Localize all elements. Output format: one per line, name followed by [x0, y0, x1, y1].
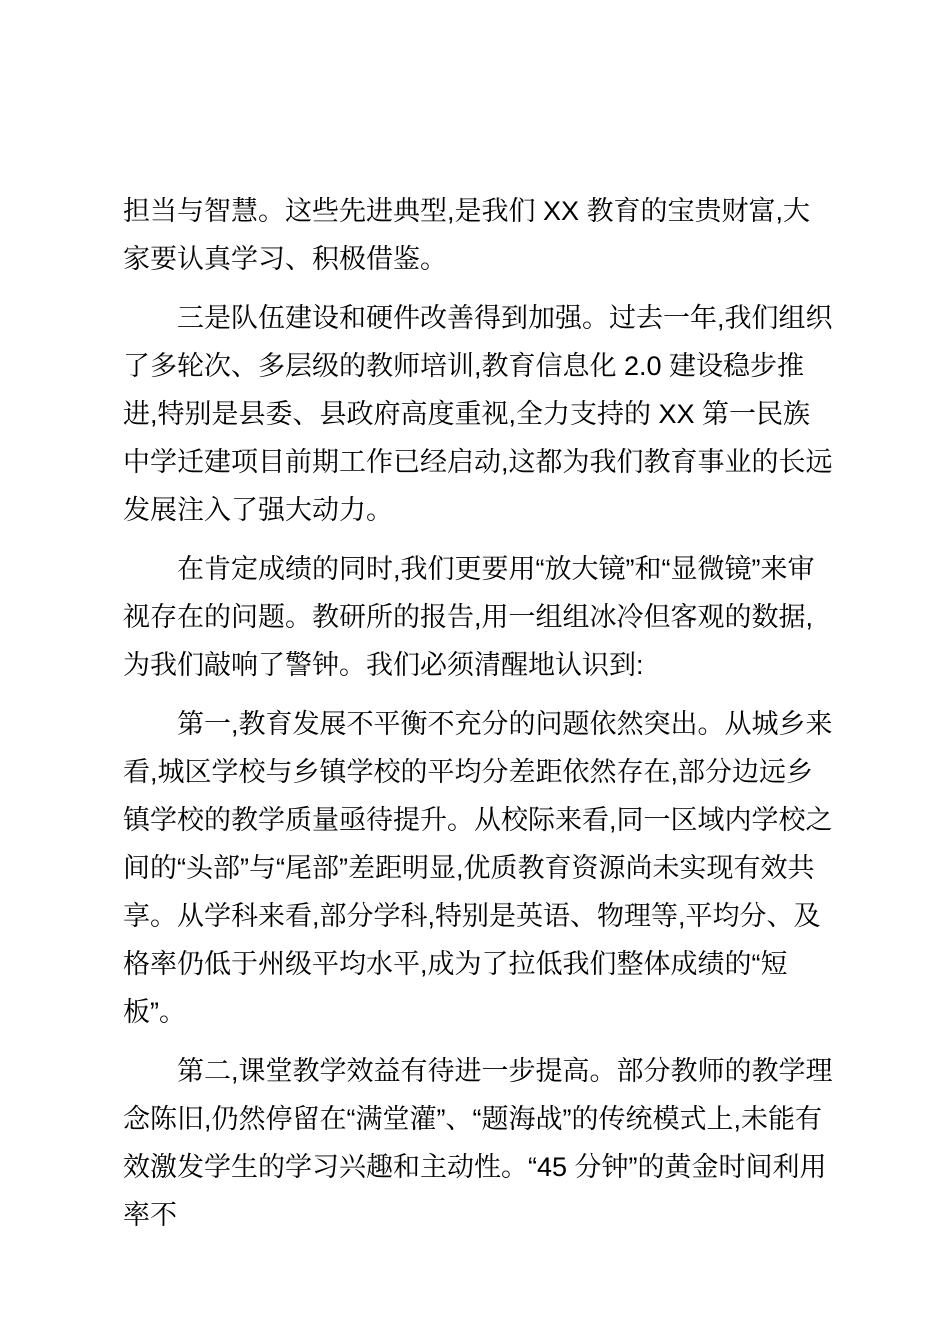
paragraph-continuation: 担当与智慧。这些先进典型,是我们 XX 教育的宝贵财富,大家要认真学习、积极借鉴。 [123, 196, 811, 274]
paragraph-problems-intro: 在肯定成绩的同时,我们更要用“放大镜”和“显微镜”来审视存在的问题。教研所的报告,用一组组冰冷但客观的数据,为我们敲响了警钟。我们必须清醒地认识到: [123, 554, 815, 680]
paragraph-point-one: 第一,教育发展不平衡不充分的问题依然突出。从城乡来看,城区学校与乡镇学校的平均分差距依然存在,部分边远乡镇学校的教学质量亟待提升。从校际来看,同一区域内学校之间的“头部”与“尾部”差距明显,优质教育资源尚未实现有效共享。从学科来看,部分学科,特别是英语、物理等,平均分、及格率仍低于州级平均水平,成为了拉低我们整体成绩的“短板”。 [123, 709, 833, 1027]
paragraph-team-building: 三是队伍建设和硬件改善得到加强。过去一年,我们组织了多轮次、多层级的教师培训,教育信息化 2.0 建设稳步推进,特别是县委、县政府高度重视,全力支持的 XX 第一民族中学迁建项目前期工作已经启动,这都为我们教育事业的长远发展注入了强大动力。 [123, 303, 833, 525]
paragraph-point-two: 第二,课堂教学效益有待进一步提高。部分教师的教学理念陈旧,仍然停留在“满堂灌”、“题海战”的传统模式上,未能有效激发学生的学习兴趣和主动性。“45 分钟”的黄金时间利用率不 [123, 1056, 833, 1230]
document-text-block [123, 187, 837, 1250]
